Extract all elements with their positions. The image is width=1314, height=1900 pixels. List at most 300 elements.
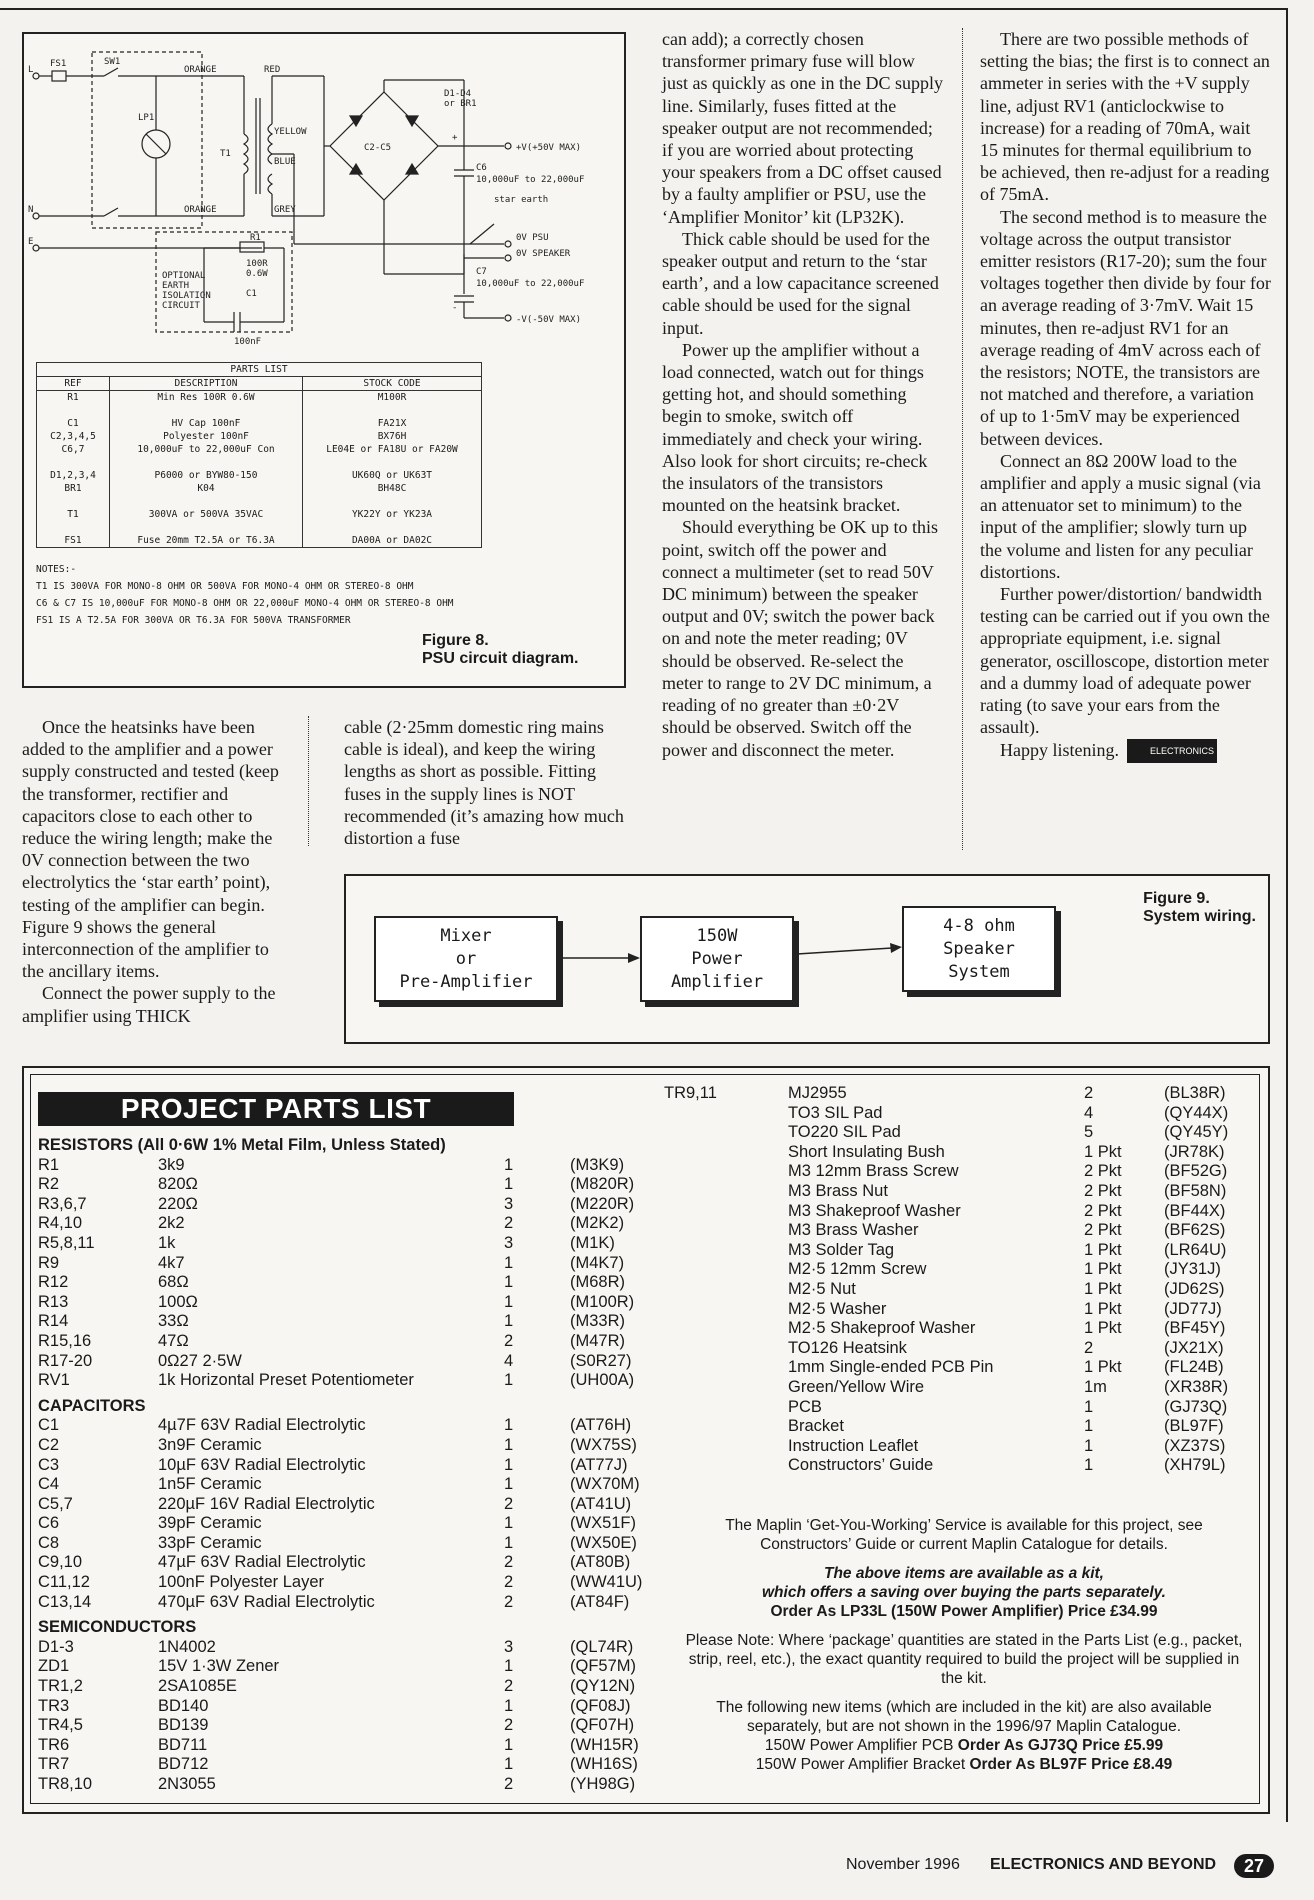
parts-ref [37,456,110,469]
parts-ref: R1 [37,391,110,405]
part-ref: D1-3 [38,1637,74,1656]
label-orange-bottom: ORANGE [184,205,217,215]
parts-stock-code [303,495,482,508]
parts-ref: C2,3,4,5 [37,430,110,443]
block-label: or [455,948,477,969]
part-qty: 1 [504,1371,514,1390]
parts-row [664,1162,1254,1182]
part-code: (M68R) [570,1273,626,1292]
parts-stock-code: BH48C [303,482,482,495]
label-minus: - [452,303,458,313]
label-blue: BLUE [274,157,296,167]
parts-ref: D1,2,3,4 [37,469,110,482]
part-description: M2·5 Shakeproof Washer [788,1319,976,1338]
part-qty: 2 [1084,1338,1094,1357]
parts-description: HV Cap 100nF [110,417,303,430]
bracket-order [684,1755,1244,1774]
parts-header-stock-code: STOCK CODE [303,377,482,391]
parts-row [38,1696,631,1717]
part-qty: 1m [1084,1377,1107,1396]
part-description: 470µF 63V Radial Electrolytic [158,1592,375,1611]
parts-row [37,456,482,469]
parts-stock-code: YK22Y or YK23A [303,508,482,521]
part-qty: 1 Pkt [1084,1358,1122,1377]
part-description: 4µ7F 63V Radial Electrolytic [158,1416,366,1435]
parts-list-title: PROJECT PARTS LIST [38,1092,514,1126]
part-code: (WW41U) [570,1573,643,1592]
parts-row [38,1351,632,1372]
parts-description: Polyester 100nF [110,430,303,443]
part-ref: TR3 [38,1696,70,1715]
part-code: (FL24B) [1164,1358,1224,1377]
part-description: 1k Horizontal Preset Potentiometer [158,1371,414,1390]
parts-row [37,482,482,495]
part-code: (LR64U) [1164,1240,1227,1259]
parts-ref: FS1 [37,534,110,548]
part-qty: 1 [1084,1456,1094,1475]
part-qty: 1 [1084,1417,1094,1436]
parts-row [37,495,482,508]
arrow-head-icon [890,943,902,953]
parts-row [664,1456,1254,1476]
label-0v-psu: 0V PSU [516,233,549,243]
psu-schematic [24,34,624,364]
parts-stock-code: M100R [303,391,482,405]
part-description: 1mm Single-ended PCB Pin [788,1358,994,1377]
parts-row [38,1716,635,1736]
part-qty: 3 [504,1194,514,1213]
part-qty: 1 [504,1533,514,1552]
parts-description: Min Res 100R 0.6W [110,391,303,405]
part-code: (M47R) [570,1331,626,1350]
parts-row [38,1755,638,1775]
part-qty: 2 [504,1775,514,1793]
parts-row [664,1221,1254,1241]
part-ref: C2 [38,1435,60,1454]
paragraph [980,739,1272,764]
parts-row [664,1300,1254,1320]
part-code: (JX21X) [1164,1338,1224,1357]
part-description: M2·5 Nut [788,1279,856,1298]
parts-row [37,430,482,443]
part-qty: 1 Pkt [1084,1279,1122,1298]
label-t1: T1 [220,149,231,159]
part-ref: TR8,10 [38,1775,93,1793]
end-mark-logo: ELECTRONICS [1127,739,1217,763]
part-qty: 1 [1084,1397,1094,1416]
part-description: 10µF 63V Radial Electrolytic [158,1455,366,1474]
page-footer [846,1854,1286,1886]
paragraph: Connect an 8Ω 200W load to the amplifier and apply a music signal (via an attenuator set to minimum) to the input of the amplifier; slowly turn up the volume and listen for any peculiar distortions. [980,450,1261,582]
part-ref: R5,8,11 [38,1233,95,1252]
part-code: (M2K2) [570,1214,625,1233]
part-qty: 2 [504,1573,514,1592]
part-description: 100nF Polyester Layer [158,1573,325,1592]
parts-row [38,1637,634,1658]
psu-parts-list [36,362,482,548]
parts-row [664,1260,1254,1280]
part-qty: 1 [504,1273,514,1292]
parts-ref [37,495,110,508]
part-description: 1N4002 [158,1637,216,1656]
parts-row [37,443,482,456]
label-isolation: ISOLATION [162,291,211,301]
part-description: 2N3055 [158,1775,216,1793]
parts-row [38,1194,635,1215]
parts-row [37,534,482,548]
parts-row [38,1332,628,1352]
page-number: 27 [1234,1854,1274,1878]
parts-row [37,521,482,534]
part-description: 47µF 63V Radial Electrolytic [158,1553,366,1572]
parts-row [664,1123,1254,1143]
part-code: (AT41U) [570,1494,632,1513]
label-optional: OPTIONAL [162,271,206,281]
figure-8-psu-circuit [22,32,626,688]
part-qty: 1 Pkt [1084,1319,1122,1338]
parts-row [664,1280,1254,1300]
part-ref: TR1,2 [38,1677,83,1696]
part-code: (M3K9) [570,1155,625,1174]
part-qty: 3 [504,1637,514,1656]
part-ref: R9 [38,1253,60,1272]
part-code: (S0R27) [570,1351,632,1370]
part-description: MJ2955 [788,1084,847,1102]
parts-row [38,1533,637,1554]
label-earth: EARTH [162,281,190,291]
parts-row [38,1234,628,1254]
part-qty: 5 [1084,1123,1094,1142]
part-ref: TR9,11 [664,1084,717,1102]
label-r1-power: 0.6W [246,269,268,279]
pcb-order [684,1736,1244,1755]
paragraph: Once the heatsinks have been added to the amplifier and a power supply constructed and tested (keep the transformer, rectifier and capacitors close to each other to reduce the wiring length; make the 0V connection between the two electrolytics the ‘star earth’ point), testing of the amplifier can begin. Figure 9 shows the general interconnection of the amplifier to the ancillary items. [22,717,279,982]
part-description: BD139 [158,1716,209,1735]
part-ref: C11,12 [38,1573,90,1592]
label-l: L [28,65,34,75]
block-label: 150W [696,925,738,946]
parts-section-heading: SEMICONDUCTORS [38,1618,197,1637]
label-orange-top: ORANGE [184,65,217,75]
kit-order-code: Order As LP33L (150W Power Amplifier) Price £34.99 [770,1603,1158,1620]
part-description: M3 Solder Tag [788,1240,895,1259]
part-description: Constructors’ Guide [788,1456,934,1475]
part-code: (QY44X) [1164,1103,1229,1122]
parts-row [38,1475,640,1495]
parts-row [38,1292,635,1313]
parts-stock-code: FA21X [303,417,482,430]
parts-row [664,1104,1254,1124]
part-qty: 1 Pkt [1084,1299,1122,1318]
part-description: 3k9 [158,1155,185,1174]
figure-8-caption [422,632,579,668]
part-description: M3 12mm Brass Screw [788,1162,959,1181]
part-code: (AT84F) [570,1592,630,1611]
notes-title: NOTES:- [36,564,77,575]
part-description: 820Ω [158,1175,198,1194]
part-description: TO3 SIL Pad [788,1103,883,1122]
parts-description [110,404,303,417]
part-qty: 3 [504,1233,514,1252]
block-label: Speaker [943,938,1015,959]
paragraph: Thick cable should be used for the speaker output and return to the ‘star earth’, and a low capacitance screened cable should be used for the signal input. [662,228,939,338]
part-ref: C9,10 [38,1553,83,1572]
part-code: (QF08J) [570,1696,631,1715]
parts-row [38,1514,636,1534]
new-items-note: The following new items (which are included in the kit) are also available separately, but are not shown in the 1996/97 Maplin Catalogue. [716,1699,1212,1735]
label-lp1: LP1 [138,113,155,123]
part-description: 1n5F Ceramic [158,1475,262,1494]
part-description: 1k [158,1233,176,1252]
parts-row [38,1214,628,1234]
part-qty: 2 [1084,1084,1094,1102]
label-r1-value: 100R [246,259,268,269]
kit-offer-line: The above items are available as a kit, [823,1565,1104,1582]
part-qty: 2 [504,1716,514,1735]
part-qty: 4 [1084,1103,1094,1122]
parts-ref: BR1 [37,482,110,495]
parts-stock-code [303,404,482,417]
label-red: RED [264,65,281,75]
parts-row [664,1378,1254,1398]
magazine-name: ELECTRONICS AND BEYOND [990,1856,1217,1873]
parts-row [37,469,482,482]
label-star-earth: star earth [494,195,549,205]
parts-row [38,1775,636,1795]
part-qty: 1 [504,1475,514,1494]
parts-row [38,1494,632,1515]
label-c1: C1 [246,289,257,299]
parts-ref [37,404,110,417]
paragraph: The second method is to measure the voltage across the output transistor emitter resistors (R17-20); sum the four voltages together then divide by four for an average reading of 3·7mV. Wait 15 minutes, then re-adjust RV1 for an average reading of 4mV across each of the resistors; NOTE, the transistors are not matched and therefore, a variation of up to 1·5mV may be experienced between devices. [980,206,1271,449]
part-description: 3n9F Ceramic [158,1435,262,1454]
column-divider [962,28,963,850]
part-description: Short Insulating Bush [788,1142,945,1161]
parts-stock-code [303,456,482,469]
bracket-order-code: Order As BL97F Price £8.49 [969,1756,1173,1773]
part-description: TO126 Heatsink [788,1338,907,1357]
part-qty: 1 [504,1696,514,1715]
parts-description [110,521,303,534]
parts-row [664,1084,1254,1104]
block-label: System [948,961,1010,982]
part-qty: 2 [504,1592,514,1611]
parts-section-heading: CAPACITORS [38,1396,146,1415]
part-code: (AT76H) [570,1416,632,1435]
parts-row [38,1456,628,1476]
article-column-a [662,28,944,761]
parts-ref: C1 [37,417,110,430]
label-c6: C6 [476,163,487,173]
part-code: (XR38R) [1164,1377,1229,1396]
parts-row [37,508,482,521]
part-code: (QY12N) [570,1677,636,1696]
column-divider [308,716,309,846]
figure-9-system-wiring [344,874,1270,1044]
arrow-line [797,948,892,954]
parts-stock-code: LE04E or FA18U or FA20W [303,443,482,456]
part-ref: C3 [38,1455,60,1474]
package-note: Please Note: Where ‘package’ quantities are stated in the Parts List (e.g., packet, strip, reel, etc.), the exact quantity required to build the project will be supplied in the kit. [685,1632,1243,1687]
part-ref: TR7 [38,1755,70,1774]
part-description: M2·5 12mm Screw [788,1260,927,1279]
part-description: BD711 [158,1735,208,1754]
label-c6-value: 10,000uF to 22,000uF [476,175,585,185]
parts-row [37,404,482,417]
part-code: (M220R) [570,1194,635,1213]
part-ref: C8 [38,1533,60,1552]
block-label: Pre-Amplifier [399,971,533,992]
part-ref: R1 [38,1155,60,1174]
part-qty: 1 Pkt [1084,1260,1122,1279]
part-qty: 1 [504,1312,514,1331]
parts-description [110,495,303,508]
part-qty: 2 Pkt [1084,1181,1122,1200]
article-column-b [980,28,1272,763]
part-qty: 1 [504,1755,514,1774]
label-sw1: SW1 [104,57,121,67]
parts-row [38,1657,636,1677]
parts-list-left-column [38,1136,643,1795]
part-ref: C1 [38,1416,60,1435]
paragraph: Should everything be OK up to this point, switch off the power and connect a multimeter (set to read 50V DC minimum) between the speaker output and 0V; switch the power back on and note the meter reading; 0V should be observed. Re-select the meter to range to 2V DC minimum, a reading of no greater than ±0·2V should be observed. Switch off the power and disconnect the meter. [662,517,938,760]
label-grey: GREY [274,205,296,215]
part-code: (XZ37S) [1164,1436,1226,1455]
figure-9-number: Figure 9. [1143,890,1210,907]
label-e: E [28,237,34,247]
part-ref: R14 [38,1312,69,1331]
label-c1-value: 100nF [234,337,262,347]
part-description: 0Ω27 2·5W [158,1351,242,1370]
part-qty: 4 [504,1351,514,1370]
parts-description: K04 [110,482,303,495]
part-description: Bracket [788,1417,844,1436]
parts-stock-code: BX76H [303,430,482,443]
part-code: (JY31J) [1164,1260,1221,1279]
parts-ref [37,521,110,534]
label-0v-speaker: 0V SPEAKER [516,249,571,259]
kit-offer-line: which offers a saving over buying the parts separately. [762,1584,1166,1601]
parts-description: 10,000uF to 22,000uF Con [110,443,303,456]
part-code: (M100R) [570,1292,635,1311]
block-mixer-preamp [374,916,558,1002]
label-c7-value: 10,000uF to 22,000uF [476,279,585,289]
part-code: (M33R) [570,1312,626,1331]
pcb-order-code: Order As GJ73Q Price £5.99 [957,1737,1164,1754]
block-label: 4-8 ohm [943,915,1015,936]
article-column-d [344,716,628,849]
parts-row [38,1677,636,1697]
part-code: (JR78K) [1164,1142,1225,1161]
parts-row [664,1398,1254,1418]
kit-info [684,1516,1244,1774]
part-ref: R2 [38,1175,60,1194]
label-v-minus: -V(-50V MAX) [516,315,582,325]
part-description: Instruction Leaflet [788,1436,919,1455]
part-ref: TR4,5 [38,1716,83,1735]
part-qty: 2 [504,1331,514,1350]
parts-row [664,1339,1254,1359]
part-code: (M4K7) [570,1253,625,1272]
label-circuit: CIRCUIT [162,301,200,311]
part-qty: 2 Pkt [1084,1201,1122,1220]
part-qty: 1 [504,1657,514,1676]
parts-row [38,1553,631,1573]
article-column-c [22,716,290,1027]
psu-notes [36,564,476,632]
part-code: (M1K) [570,1233,615,1252]
part-ref: C5,7 [38,1494,73,1513]
project-parts-list [22,1066,1270,1814]
paragraph: Power up the amplifier without a load connected, watch out for things getting hot, and should something begin to smoke, switch off immediately and check your wiring. Also look for short circuits; re-check the insulators of the transistors mounted on the heatsink bracket. [662,339,928,516]
part-ref: C4 [38,1475,60,1494]
part-code: (QL74R) [570,1637,634,1656]
block-power-amplifier [640,916,794,1002]
block-label: Mixer [440,925,492,946]
parts-description [110,456,303,469]
part-ref: RV1 [38,1371,70,1390]
bracket-label: 150W Power Amplifier Bracket [755,1756,970,1773]
part-ref: R12 [38,1273,69,1292]
part-description: 220µF 16V Radial Electrolytic [158,1494,375,1513]
parts-stock-code: UK60Q or UK63T [303,469,482,482]
parts-stock-code [303,521,482,534]
part-description: 220Ω [158,1194,198,1213]
paragraph: can add); a correctly chosen transformer primary fuse will blow just as quickly as one in the DC supply line. Similarly, fuses fitted at the speaker output are not recommended; if you are worried about protecting your speakers from a DC offset caused by a faulty amplifier or PSU, use the ‘Amplifier Monitor’ kit (LP32K). [662,29,943,227]
parts-row [38,1735,639,1756]
part-description: PCB [788,1397,822,1416]
part-description: M3 Brass Nut [788,1181,888,1200]
paragraph: There are two possible methods of setting the bias; the first is to connect an ammeter in series with the +V supply line, adjust RV1 (anticlockwise to increase) for a reading of 70mA, wait 15 minutes for thermal equilibrium to be achieved, then re-adjust for a reading of 75mA. [980,29,1270,205]
part-code: (AT77J) [570,1455,628,1474]
part-code: (WX70M) [570,1475,640,1494]
part-description: 33pF Ceramic [158,1533,262,1552]
part-qty: 2 Pkt [1084,1162,1122,1181]
arrow-head-icon [628,953,640,963]
label-or-br1: or BR1 [444,99,477,109]
pcb-label: 150W Power Amplifier PCB [764,1737,958,1754]
parts-stock-code: DA00A or DA02C [303,534,482,548]
part-qty: 1 [504,1514,514,1533]
parts-row [664,1241,1254,1261]
part-code: (BF62S) [1164,1221,1226,1240]
part-qty: 1 [504,1455,514,1474]
part-code: (BL97F) [1164,1417,1224,1436]
paragraph: cable (2·25mm domestic ring mains cable is ideal), and keep the wiring lengths as short as possible. Fitting fuses in the supply lines is NOT recommended (it’s amazing how much distortion a fuse [344,717,624,849]
part-code: (BF45Y) [1164,1319,1226,1338]
figure-9-caption [1143,890,1256,926]
paragraph: Further power/distortion/ bandwidth testing can be carried out if you own the appropriate equipment, i.e. signal generator, oscilloscope, distortion meter and a dummy load of adequate power rating (to save your ears from the assault). [980,584,1270,738]
part-description: 2k2 [158,1214,185,1233]
part-description: M3 Brass Washer [788,1221,919,1240]
note-item: T1 IS 300VA FOR MONO-8 OHM OR 500VA FOR MONO-4 OHM OR STEREO-8 OHM [36,581,414,592]
label-n: N [28,205,34,215]
figure-8-title: PSU circuit diagram. [422,650,579,667]
label-r1: R1 [250,233,261,243]
parts-description: P6000 or BYW80-150 [110,469,303,482]
part-description: TO220 SIL Pad [788,1123,901,1142]
block-speaker-system [902,906,1056,992]
part-description: 47Ω [158,1331,189,1350]
part-qty: 2 Pkt [1084,1221,1122,1240]
part-code: (QF57M) [570,1657,636,1676]
parts-row [38,1254,628,1274]
parts-description: 300VA or 500VA 35VAC [110,508,303,521]
part-code: (BL38R) [1164,1084,1226,1102]
kit-offer [684,1564,1244,1621]
paragraph: Connect the power supply to the amplifier using THICK [22,983,276,1026]
part-code: (UH00A) [570,1371,635,1390]
